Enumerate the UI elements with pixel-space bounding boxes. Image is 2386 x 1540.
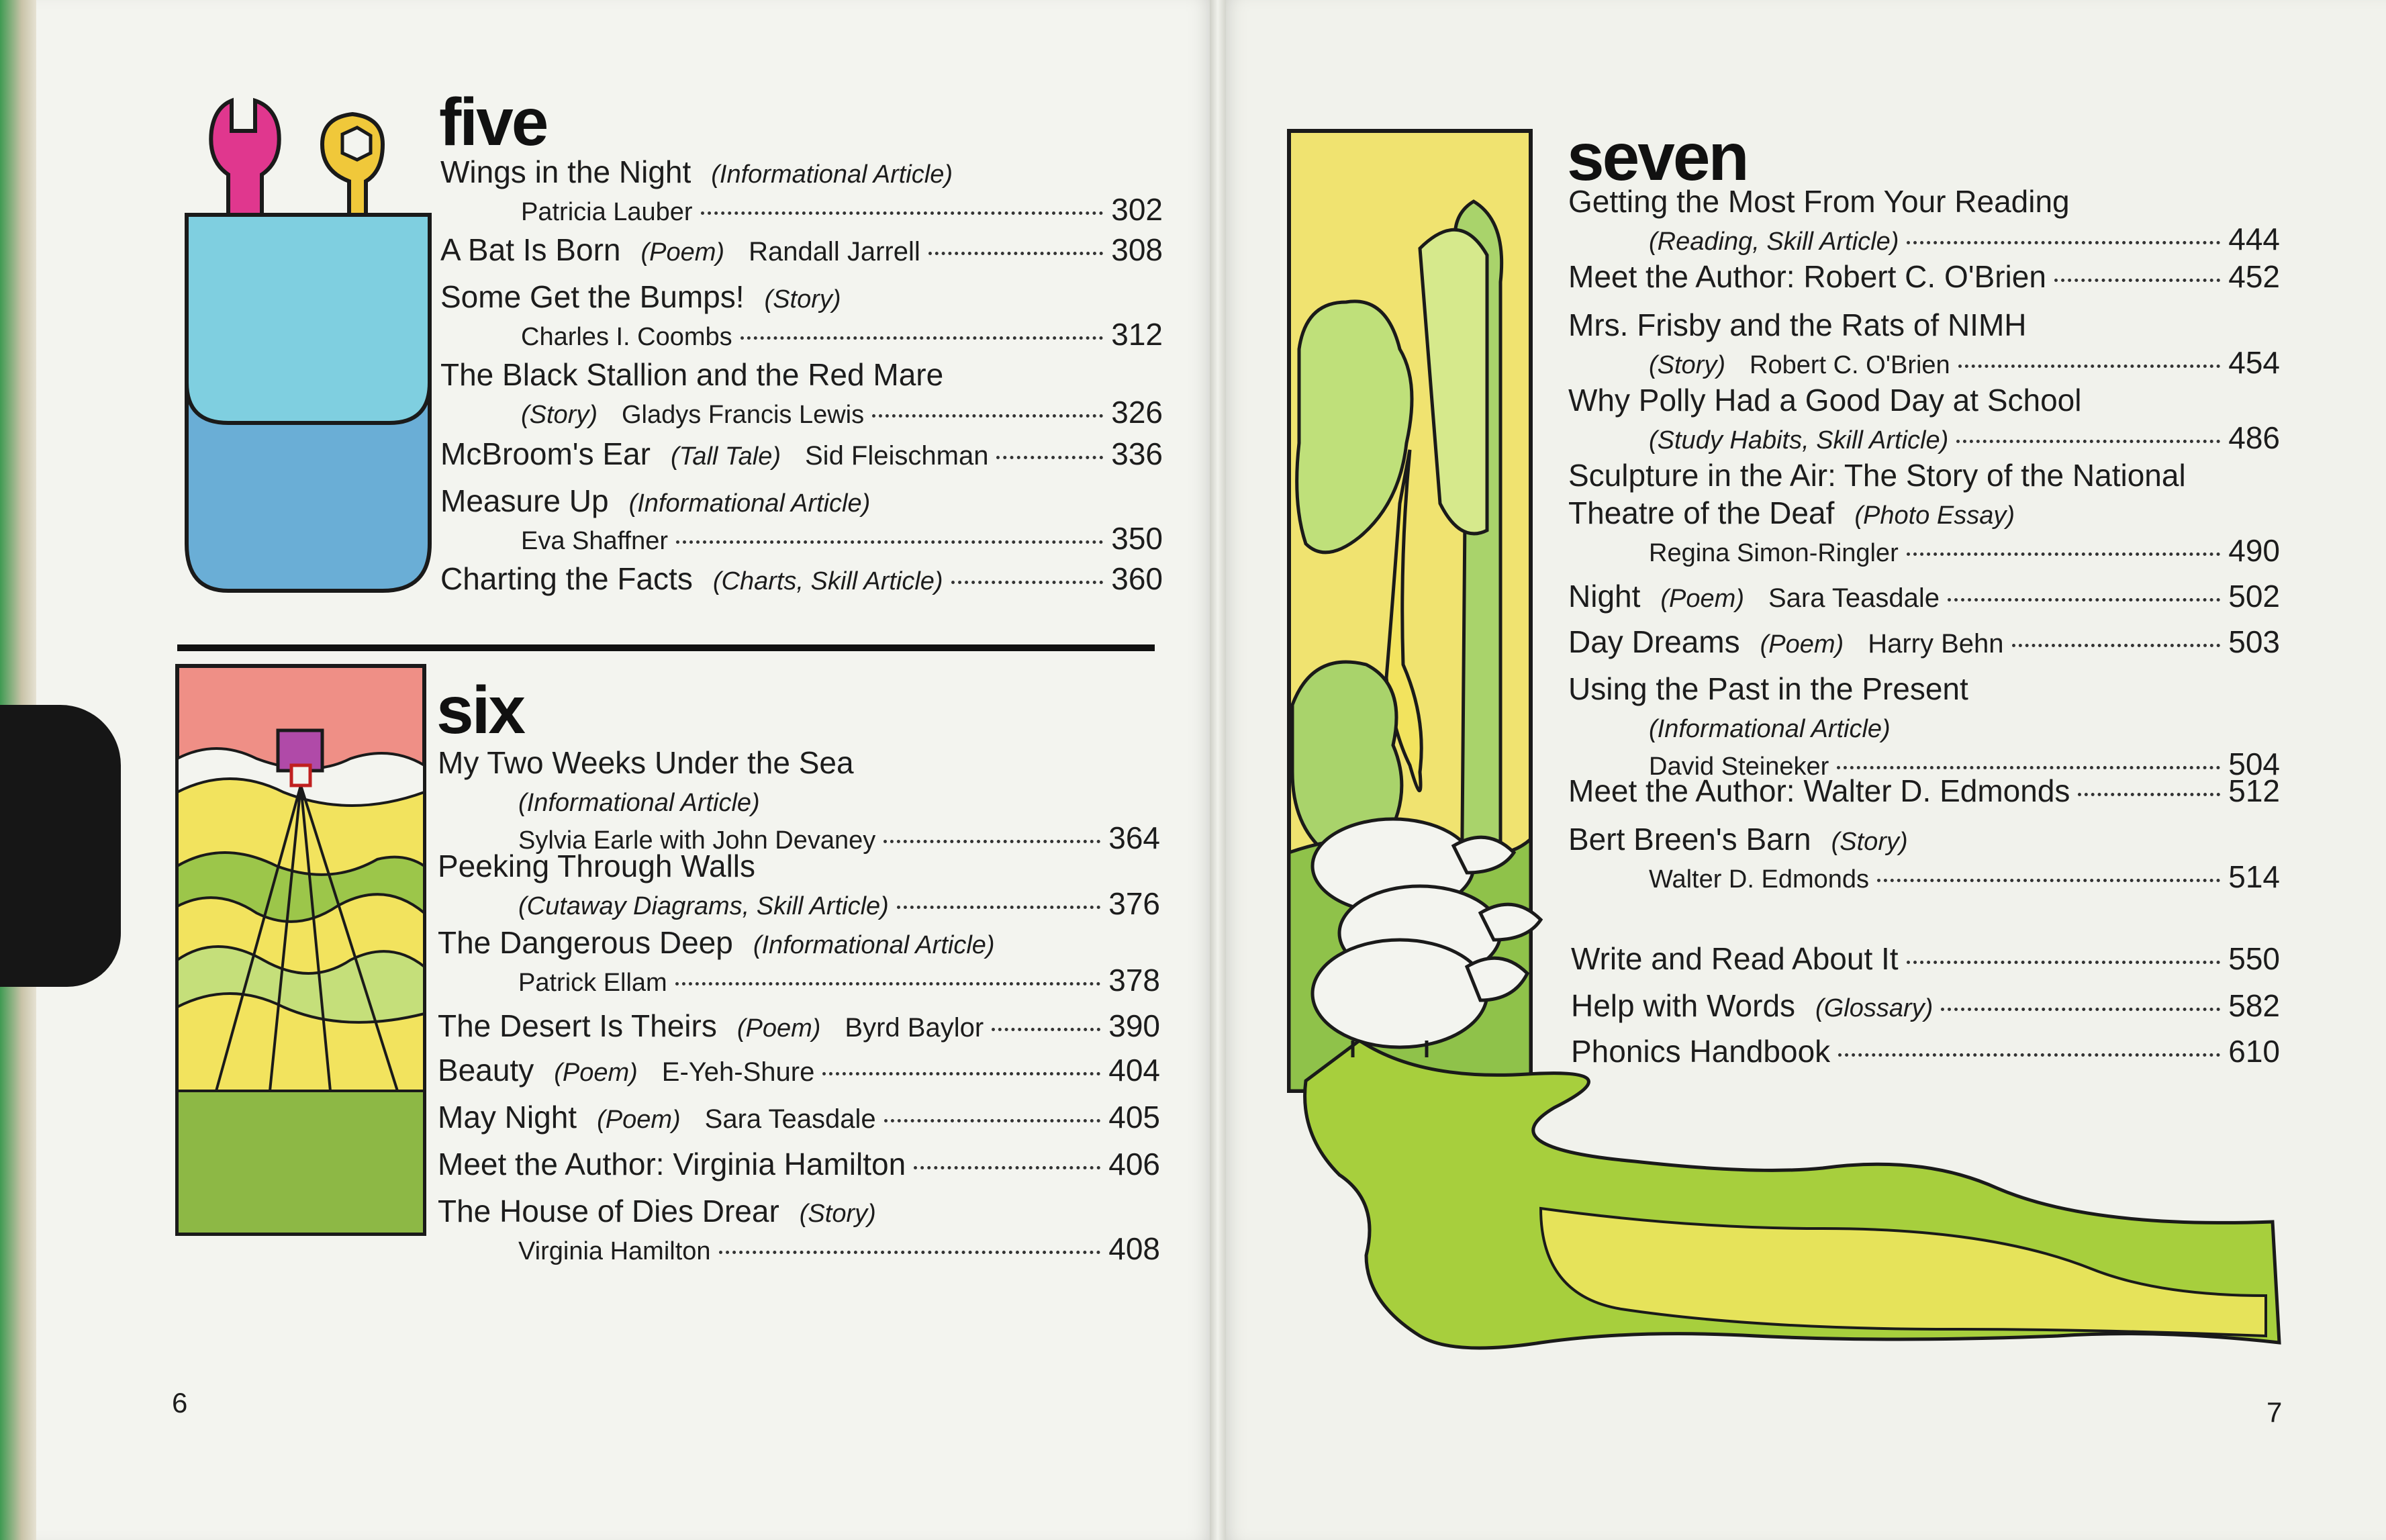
toc-entry[interactable] xyxy=(1568,183,2280,258)
dot-leader xyxy=(2012,644,2221,647)
toc-entry[interactable] xyxy=(1571,987,2280,1024)
entry-page: 512 xyxy=(2228,773,2280,808)
entry-author: Regina Simon-Ringler xyxy=(1649,539,1899,568)
entry-title: Sculpture in the Air: The Story of the National xyxy=(1568,458,2186,493)
entry-page: 514 xyxy=(2228,859,2280,895)
entry-author: Sara Teasdale xyxy=(704,1104,876,1134)
entry-title: Charting the Facts xyxy=(440,561,693,596)
entry-author: Sid Fleischman xyxy=(805,441,989,471)
entry-genre: (Story) xyxy=(799,1200,876,1228)
entry-page: 308 xyxy=(1111,232,1163,267)
toc-entry[interactable] xyxy=(1571,940,2280,977)
entry-page: 364 xyxy=(1108,820,1160,856)
entry-genre: (Informational Article) xyxy=(1649,715,1891,744)
entry-page: 452 xyxy=(2228,259,2280,294)
entry-genre: (Study Habits, Skill Article) xyxy=(1649,426,1949,455)
entry-page: 406 xyxy=(1108,1147,1160,1182)
entry-page: 360 xyxy=(1111,561,1163,596)
entry-title: Meet the Author: Virginia Hamilton xyxy=(438,1147,906,1182)
entry-genre: (Story) xyxy=(521,401,598,430)
dot-leader xyxy=(1837,766,2220,769)
entry-page: 302 xyxy=(1111,192,1163,228)
entry-author: Patricia Lauber xyxy=(521,198,693,227)
dot-leader xyxy=(1907,241,2220,244)
entry-page: 444 xyxy=(2228,222,2280,257)
entry-genre: (Charts, Skill Article) xyxy=(712,567,943,595)
dot-leader xyxy=(676,540,1103,544)
dot-leader xyxy=(996,456,1103,459)
entry-genre: (Informational Article) xyxy=(628,489,871,518)
book-gutter xyxy=(1210,0,1226,1540)
toc-entry[interactable] xyxy=(438,924,1160,999)
entry-genre: (Poem) xyxy=(597,1106,681,1134)
toc-entry[interactable] xyxy=(1568,577,2280,615)
entry-author: Randall Jarrell xyxy=(749,237,920,267)
entry-author: Sara Teasdale xyxy=(1768,583,1940,613)
entry-genre: (Story) xyxy=(764,285,841,314)
entry-page: 504 xyxy=(2228,747,2280,782)
entry-title: The Black Stallion and the Red Mare xyxy=(440,357,944,392)
dot-leader xyxy=(1877,879,2220,882)
dot-leader xyxy=(1941,1008,2220,1011)
entry-title: Peeking Through Walls xyxy=(438,849,756,883)
toc-entry[interactable] xyxy=(440,153,1163,228)
entry-title: Some Get the Bumps! xyxy=(440,279,745,314)
entry-title: Day Dreams xyxy=(1568,624,1740,659)
dot-leader xyxy=(992,1028,1100,1031)
entry-author: Virginia Hamilton xyxy=(518,1237,711,1266)
dot-leader xyxy=(928,252,1104,255)
desert-landscape-illustration xyxy=(176,665,426,1235)
entry-page: 503 xyxy=(2228,624,2280,659)
dot-leader xyxy=(1948,598,2220,601)
entry-genre: (Poem) xyxy=(1660,585,1744,613)
entry-title: May Night xyxy=(438,1100,577,1135)
entry-title: Write and Read About It xyxy=(1571,941,1899,976)
entry-genre: (Poem) xyxy=(1760,630,1844,659)
entry-title: Mrs. Frisby and the Rats of NIMH xyxy=(1568,307,2027,342)
section-divider xyxy=(177,644,1155,651)
entry-title: Phonics Handbook xyxy=(1571,1034,1831,1069)
entry-genre: (Story) xyxy=(1649,351,1725,380)
entry-page: 550 xyxy=(2228,941,2280,976)
page-number-right: 7 xyxy=(2266,1396,2283,1428)
toc-entry[interactable] xyxy=(438,1051,1160,1089)
entry-page: 454 xyxy=(2228,345,2280,381)
thumb-holding-page xyxy=(0,705,121,987)
entry-title: McBroom's Ear xyxy=(440,436,651,471)
dot-leader xyxy=(872,414,1103,418)
dot-leader xyxy=(675,982,1101,985)
toc-entry[interactable] xyxy=(440,560,1163,597)
entry-genre: (Photo Essay) xyxy=(1854,501,2015,530)
entry-page: 408 xyxy=(1108,1231,1160,1267)
entry-title: Help with Words xyxy=(1571,988,1796,1023)
entry-author: Patrick Ellam xyxy=(518,969,667,998)
entry-genre: (Reading, Skill Article) xyxy=(1649,228,1899,256)
entry-page: 376 xyxy=(1108,886,1160,922)
entry-genre: (Story) xyxy=(1831,828,1908,856)
entry-title: Getting the Most From Your Reading xyxy=(1568,184,2070,219)
entry-genre: (Tall Tale) xyxy=(670,442,781,471)
entry-page: 502 xyxy=(2228,579,2280,614)
toc-entry[interactable] xyxy=(1568,623,2280,661)
entry-title: The House of Dies Drear xyxy=(438,1194,779,1229)
section-five-title: five xyxy=(439,85,547,160)
toc-entry[interactable] xyxy=(440,435,1163,473)
dot-leader xyxy=(822,1072,1100,1075)
entry-title: Using the Past in the Present xyxy=(1568,671,1968,706)
entry-title-continued: Theatre of the Deaf xyxy=(1568,495,1835,531)
entry-author: Walter D. Edmonds xyxy=(1649,865,1870,894)
entry-page: 582 xyxy=(2228,988,2280,1023)
toc-entry[interactable] xyxy=(440,482,1163,557)
toc-entry[interactable] xyxy=(1568,772,2280,810)
entry-author: Byrd Baylor xyxy=(845,1013,984,1043)
dot-leader xyxy=(897,906,1100,909)
entry-page: 610 xyxy=(2228,1034,2280,1069)
entry-author: Harry Behn xyxy=(1868,629,2004,659)
entry-author: Sylvia Earle with John Devaney xyxy=(518,826,876,855)
toc-entry[interactable] xyxy=(1571,1032,2280,1070)
toc-entry[interactable] xyxy=(438,744,1160,857)
section-six-title: six xyxy=(436,673,524,748)
entry-title: My Two Weeks Under the Sea xyxy=(438,745,854,780)
dot-leader xyxy=(2078,793,2220,796)
toc-entry[interactable] xyxy=(440,231,1163,269)
entry-page: 405 xyxy=(1108,1100,1160,1135)
dot-leader xyxy=(1907,961,2221,964)
entry-title: Night xyxy=(1568,579,1641,614)
entry-author: Gladys Francis Lewis xyxy=(622,401,865,430)
entry-genre: (Poem) xyxy=(640,238,725,267)
entry-page: 404 xyxy=(1108,1053,1160,1088)
toc-entry[interactable] xyxy=(438,1007,1160,1045)
dot-leader xyxy=(719,1251,1101,1254)
entry-title: Bert Breen's Barn xyxy=(1568,822,1811,857)
entry-author: Eva Shaffner xyxy=(521,527,669,556)
entry-genre: (Informational Article) xyxy=(753,931,995,959)
entry-page: 378 xyxy=(1108,963,1160,998)
entry-page: 350 xyxy=(1111,521,1163,557)
entry-genre: (Cutaway Diagrams, Skill Article) xyxy=(518,892,889,921)
entry-page: 486 xyxy=(2228,420,2280,456)
entry-title: The Desert Is Theirs xyxy=(438,1008,717,1043)
entry-title: The Dangerous Deep xyxy=(438,925,733,960)
dot-leader xyxy=(701,211,1104,215)
entry-title: Measure Up xyxy=(440,483,609,518)
entry-genre: (Glossary) xyxy=(1815,994,1934,1022)
toc-entry[interactable] xyxy=(1568,306,2280,381)
entry-genre: (Poem) xyxy=(736,1014,821,1043)
dot-leader xyxy=(1907,552,2221,556)
entry-page: 390 xyxy=(1108,1008,1160,1043)
toc-entry[interactable] xyxy=(440,278,1163,353)
page-number-left: 6 xyxy=(172,1387,188,1418)
pocket-wrenches-illustration xyxy=(181,94,436,597)
toc-entry[interactable] xyxy=(1568,456,2280,569)
toc-entry[interactable] xyxy=(438,1098,1160,1136)
dot-leader xyxy=(1958,365,2221,368)
dot-leader xyxy=(2054,279,2220,282)
dot-leader xyxy=(1956,440,2220,443)
entry-genre: (Informational Article) xyxy=(711,160,953,189)
dot-leader xyxy=(914,1166,1100,1169)
entry-page: 336 xyxy=(1111,436,1163,471)
entry-page: 490 xyxy=(2228,533,2280,569)
entry-title: Beauty xyxy=(438,1053,534,1088)
entry-title: Meet the Author: Robert C. O'Brien xyxy=(1568,259,2046,294)
entry-page: 326 xyxy=(1111,395,1163,430)
entry-author: Charles I. Coombs xyxy=(521,323,732,352)
entry-author: David Steineker xyxy=(1649,753,1829,781)
entry-title: Why Polly Had a Good Day at School xyxy=(1568,383,2082,418)
dot-leader xyxy=(741,336,1104,340)
toc-entry[interactable] xyxy=(1568,258,2280,295)
dot-leader xyxy=(1838,1053,2220,1057)
entry-title: Wings in the Night xyxy=(440,154,691,189)
entry-genre: (Poem) xyxy=(554,1059,638,1087)
dot-leader xyxy=(951,581,1104,584)
toc-entry[interactable] xyxy=(438,1145,1160,1183)
toc-entry[interactable] xyxy=(438,1192,1160,1267)
entry-genre: (Informational Article) xyxy=(518,789,760,818)
dot-leader xyxy=(884,840,1100,843)
entry-author: E-Yeh-Shure xyxy=(661,1057,815,1087)
toc-entry[interactable] xyxy=(440,356,1163,431)
dot-leader xyxy=(884,1119,1101,1122)
toc-entry[interactable] xyxy=(1568,381,2280,456)
entry-title: Meet the Author: Walter D. Edmonds xyxy=(1568,773,2070,808)
toc-entry[interactable] xyxy=(438,847,1160,922)
toc-entry[interactable] xyxy=(1568,670,2280,783)
entry-author: Robert C. O'Brien xyxy=(1750,351,1950,380)
section-seven-title: seven xyxy=(1567,119,1748,195)
entry-page: 312 xyxy=(1111,317,1163,352)
entry-title: A Bat Is Born xyxy=(440,232,621,267)
toc-entry[interactable] xyxy=(1568,820,2280,896)
